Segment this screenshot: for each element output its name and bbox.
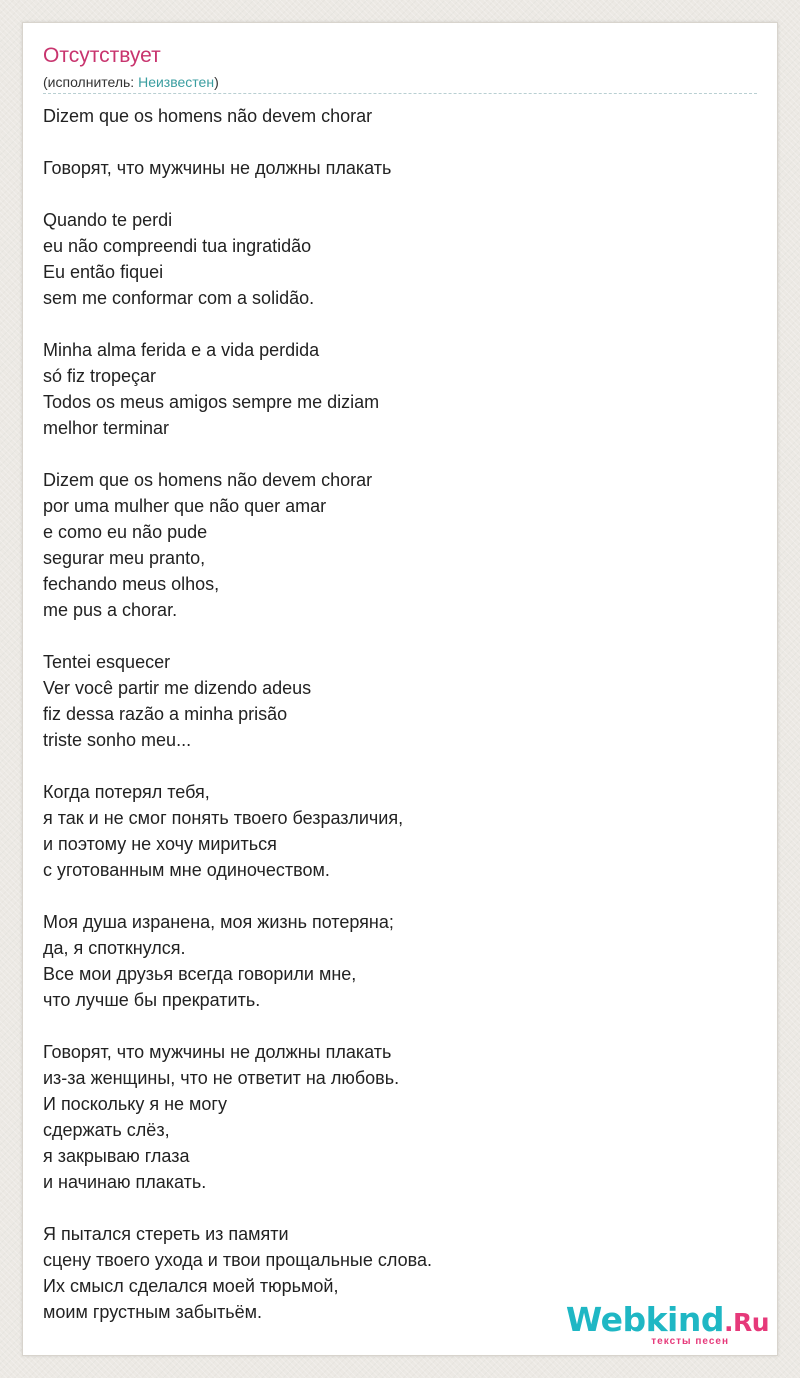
lyrics-line: sem me conformar com a solidão. [43,288,315,308]
lyrics-stanza [43,1039,743,1195]
lyrics-line: Их смысл сделался моей тюрьмой, [43,1276,339,1296]
song-title: Отсутствует [43,44,161,67]
lyrics-stanza [43,909,743,1013]
lyrics-stanza [43,467,743,623]
artist-suffix: ) [214,74,219,90]
lyrics-line: и начинаю плакать. [43,1172,207,1192]
logo-wordmark [565,1300,769,1340]
lyrics-line: me pus a chorar. [43,600,178,620]
lyrics-line: Когда потерял тебя, [43,782,210,802]
lyrics-stanza [43,779,743,883]
lyrics-stanza [43,103,743,129]
lyrics-line: я так и не смог понять твоего безразличия, [43,808,404,828]
lyrics-line: что лучше бы прекратить. [43,990,261,1010]
lyrics-line: Моя душа изранена, моя жизнь потеряна; [43,912,394,932]
lyrics-line: с уготованным мне одиночеством. [43,860,330,880]
lyrics-line: и поэтому не хочу мириться [43,834,277,854]
lyrics-line: Todos os meus amigos sempre me diziam [43,392,380,412]
lyrics-line: из-за женщины, что не ответит на любовь. [43,1068,400,1088]
logo-brand: Webkind [565,1300,724,1339]
lyrics-line: И поскольку я не могу [43,1094,227,1114]
title-divider [43,93,757,94]
artist-link[interactable]: Неизвестен [138,74,215,90]
logo-tagline: тексты песен [651,1336,729,1347]
lyrics-line: fiz dessa razão a minha prisão [43,704,288,724]
artist-line [43,73,219,91]
site-logo [565,1300,769,1347]
lyrics-line: Dizem que os homens não devem chorar [43,106,373,126]
artist-prefix: (исполнитель: [43,74,139,90]
lyrics-stanza [43,207,743,311]
lyrics-line: Quando te perdi [43,210,173,230]
lyrics-line: Я пытался стереть из памяти [43,1224,289,1244]
logo-tld: .Ru [723,1308,769,1337]
lyrics-stanza [43,337,743,441]
lyrics-line: segurar meu pranto, [43,548,206,568]
lyrics-line: Говорят, что мужчины не должны плакать [43,158,392,178]
lyrics-line: Все мои друзья всегда говорили мне, [43,964,357,984]
lyrics-line: triste sonho meu... [43,730,192,750]
lyrics-stanza [43,155,743,181]
lyrics-line: я закрываю глаза [43,1146,190,1166]
lyrics-line: сдержать слёз, [43,1120,170,1140]
lyrics-line: por uma mulher que não quer amar [43,496,327,516]
lyrics-line: eu não compreendi tua ingratidão [43,236,312,256]
lyrics-line: Ver você partir me dizendo adeus [43,678,312,698]
lyrics-stanza [43,649,743,753]
lyrics-line: моим грустным забытьём. [43,1302,263,1322]
lyrics-line: Minha alma ferida e a vida perdida [43,340,320,360]
lyrics-line: Tentei esquecer [43,652,171,672]
lyrics-line: fechando meus olhos, [43,574,220,594]
lyrics-line: só fiz tropeçar [43,366,157,386]
lyrics-line: e como eu não pude [43,522,208,542]
lyrics-line: melhor terminar [43,418,170,438]
lyrics-card [22,22,778,1356]
lyrics-line: Говорят, что мужчины не должны плакать [43,1042,392,1062]
lyrics-text [43,103,743,1325]
lyrics-line: Dizem que os homens não devem chorar [43,470,373,490]
lyrics-line: Eu então fiquei [43,262,164,282]
lyrics-line: сцену твоего ухода и твои прощальные слова. [43,1250,432,1270]
lyrics-line: да, я споткнулся. [43,938,186,958]
